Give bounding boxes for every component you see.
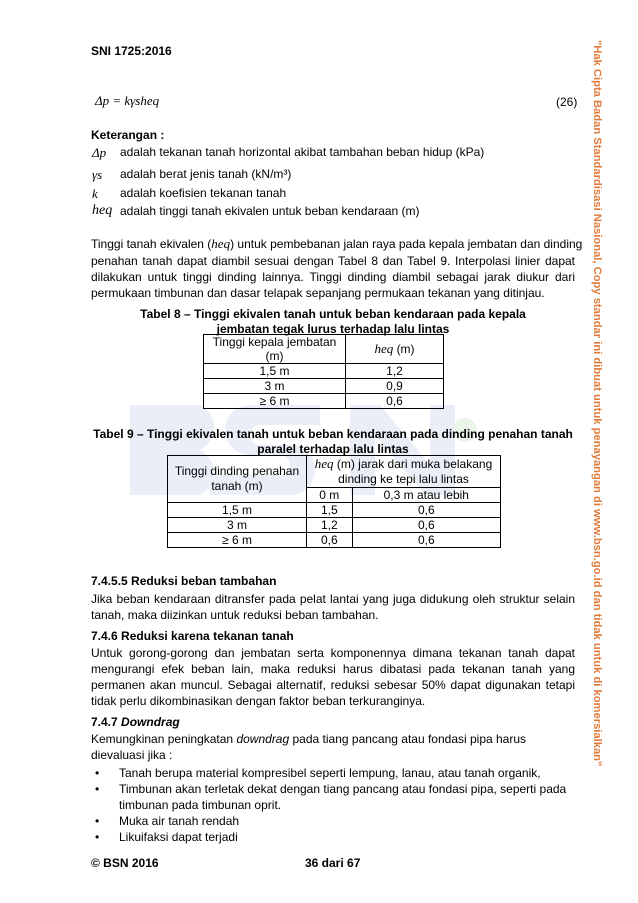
table-cell: 1,5 m [204,364,346,379]
table-9-caption [91,427,575,457]
formula-26: Δp = kγsheq [95,93,160,108]
table-row [168,503,501,518]
table-9-caption-line-1: Tabel 9 – Tinggi ekivalen tanah untuk beban kendaraan pada dinding penahan tanah [93,427,573,441]
table-8-caption [91,307,575,337]
table-9-header [168,456,501,488]
para1-symbol: heq [211,236,231,251]
footer-page-number: 36 dari 67 [305,856,361,870]
formula-number: (26) [556,95,578,109]
document-id: SNI 1725:2016 [91,44,172,58]
header-text: dinding ke tepi lalu lintas [338,472,469,486]
section-7-4-7-heading [91,715,180,729]
table-cell: 1,2 [307,518,353,533]
heq-symbol: heq [314,456,334,471]
symbol-delta-p: Δp [92,145,107,160]
table-cell: 0,6 [352,518,500,533]
desc-delta-p: adalah tekanan tanah horizontal akibat tambahan beban hidup (kPa) [120,145,485,159]
table-cell: 0,6 [346,394,444,409]
section-number: 7.4.7 [91,715,118,729]
header-text: (m) jarak dari muka belakang [336,457,493,471]
table-cell: 3 m [168,518,307,533]
paragraph-1-line-1 [91,236,583,252]
footer-copyright: © BSN 2016 [91,856,159,870]
para1-text-b: ) untuk pembebanan jalan raya pada kepala jembatan dan dinding [230,237,583,251]
unit: (m) [396,342,415,356]
list-item: • Tanah berupa material kompresibel seperti lempung, lanau, atau tanah organik, [91,765,575,781]
symbol-k: k [92,186,98,201]
symbol-gamma-s: γs [92,167,103,182]
table-8-col-1: Tinggi kepala jembatan (m) [204,335,346,364]
section-7-4-6-text: Untuk gorong-gorong dan jembatan serta komponennya dimana tekanan tanah dapat mengurangi efek beban lain, maka reduksi harus dibatasi pada tekanan tanah yang permanen akan muncul. Sebagai alternatif, reduksi sebesar 50% dapat digunakan tetapi tidak perlu dikombinasikan dengan faktor beban terkuranginya. [91,646,575,708]
text-b: pada tiang pancang atau fondasi pipa harus dievaluasi jika : [91,732,527,762]
table-cell: 0,6 [352,533,500,548]
table-9 [167,455,501,548]
paragraph-1-rest: penahan tanah dapat diambil sesuai dengan Tabel 8 dan Tabel 9. Interpolasi linier dapat dilakukan untuk tinggi dinding lainnya. Tinggi dinding diambil sebagai jarak diukur dari permukaan timbunan dan dasar telapak sepanjang permukaan tekanan yang ditinjau. [91,254,575,300]
section-7-4-5-5-heading: 7.4.5.5 Reduksi beban tambahan [91,574,277,588]
section-7-4-7-text [91,731,575,763]
list-item: • Timbunan akan terletak dekat dengan tiang pancang atau fondasi pipa, seperti pada timbunan pada timbunan oprit. [91,781,575,813]
subheader-0m: 0 m [307,488,353,503]
downdrag-bullet-list [91,765,575,845]
table-row [204,394,444,409]
table-8 [203,334,444,409]
table-9-col-2 [307,456,501,488]
table-cell: 1,5 m [168,503,307,518]
table-cell: 0,6 [352,503,500,518]
para1-text-a: Tinggi tanah ekivalen ( [91,237,212,251]
table-cell: 0,6 [307,533,353,548]
copyright-side-notice: "Hak Cipta Badan Standardisasi Nasional, Copy standar ini dibuat untuk penayangan di www.bsn.go.id dan tidak untuk di komersialkan" [591,40,603,767]
table-row [168,533,501,548]
desc-gamma-s: adalah berat jenis tanah (kN/m³) [120,167,292,181]
table-cell: 0,9 [346,379,444,394]
list-item: • Muka air tanah rendah [91,813,575,829]
table-cell: 3 m [204,379,346,394]
table-cell: ≥ 6 m [168,533,307,548]
table-cell: 1,2 [346,364,444,379]
table-row [168,518,501,533]
subheader-0-3m: 0,3 m atau lebih [352,488,500,503]
section-title: Downdrag [121,715,180,729]
table-9-col-1: Tinggi dinding penahan tanah (m) [168,456,307,503]
table-8-caption-line-2: jembatan tegak lurus terhadap lalu lintas [216,322,450,336]
list-item: • Likuifaksi dapat terjadi [91,829,575,845]
desc-k: adalah koefisien tekanan tanah [120,186,287,200]
table-9-caption-line-2: paralel terhadap lalu lintas [257,442,409,456]
text-a: Kemungkinan peningkatan [91,732,237,746]
symbol-heq: heq [92,203,113,218]
section-7-4-5-5-text: Jika beban kendaraan ditransfer pada pelat lantai yang juga didukung oleh struktur selain tanah, maka diizinkan untuk reduksi beban tambahan. [91,592,575,622]
table-8-col-2 [346,335,444,364]
table-8-caption-line-1: Tabel 8 – Tinggi ekivalen tanah untuk beban kendaraan pada kepala [140,307,526,321]
table-row [204,379,444,394]
text-em: downdrag [236,732,290,746]
table-cell: ≥ 6 m [204,394,346,409]
section-7-4-6-heading: 7.4.6 Reduksi karena tekanan tanah [91,629,294,643]
desc-heq: adalah tinggi tanah ekivalen untuk beban kendaraan (m) [120,204,420,218]
table-8-header [204,335,444,364]
table-row [204,364,444,379]
table-cell: 1,5 [307,503,353,518]
keterangan-title: Keterangan : [91,128,165,142]
heq-symbol: heq [374,341,394,356]
